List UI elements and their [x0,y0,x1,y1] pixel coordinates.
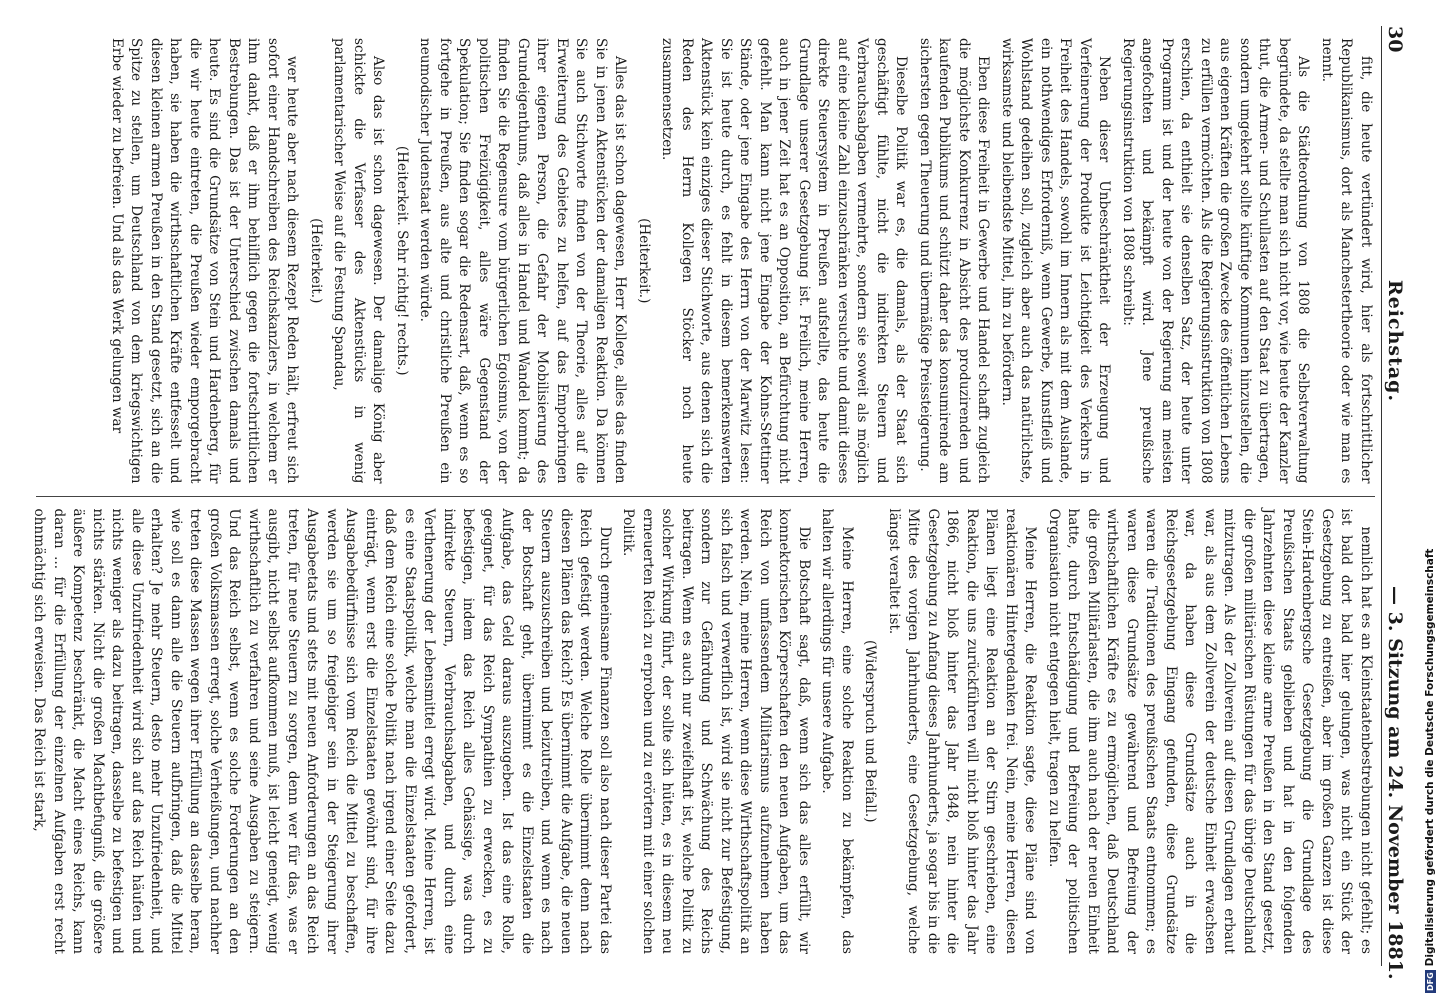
paragraph: Die Botschaft sagt, daß, wenn sich das alles erfüllt, wir konnektorischen Körperschaften den neuen Aufgaben, um das Reich von umfassendem Militarismus aufzunehmen haben werden. Nein, meine Herren, wenn diese Wirthschaftspolitik an sich falsch und verwerflich ist, wird sie nicht zur Befestigung, sondern zur Gefährdung und Schwächung des Reichs beitragen. Wenn es auch nur zweifelhaft ist, welche Politik zu solcher Wirkung führt, der sollte sich hüten, es in diesem neu erneuerten Reich zu erproben und zu erörtern mit einer solchen Politik. [620,508,812,954]
text-columns [31,26,1375,966]
paragraph: nemlich hat es an Kleinstaatenbestrebungen nicht gefehlt; es ist bald dort bald hier gelungen, was nicht ein Stück der Gesetzgebung zu entreißen, aber im großen Ganzen ist diese Stein-Hardenbergsche Gesetzgebung die Grundlage des Preußischen Staats geblieben und hat in den folgenden Jahrzehnten diese kleine arme Preußen in den Stand gesetzt, die großen militärischen Rüstungen für das übrige Deutschland mitzutragen. Als der Zollverein auf diesen Grundlagen erbaut war, als aus dem Zollverein der deutsche Einheit erwachsen war, da haben diese Grundsätze auch in die Reichsgesetzgebung Eingang gefunden, diese Grundsätze waren die Traditionen des preußischen Staats entnommen; es waren diese Grundsätze gewährend und Befreiung der wirthschaftlichen Kräfte es zu ermöglichen, daß Deutschland die großen Militärlasten, die ihm auch nach der neuen Einheit hatte, durch Entschädigung und Befreiung der politischen Organisation nicht entgegen hielt, tragen zu helfen. [1046,508,1374,954]
paragraph: Als die Städteordnung von 1808 die Selbstverwaltung begründete, da stellte man sich nicht vor, wie heute der Kanzler thut, die Armen- und Schullasten auf den Staat zu übertragen, sondern umgekehrt sollte künftige Kommunen hinzustellen, die aus eigenen Kräften die großen Zwecke des öffentlichen Lebens zu erfüllen vermöchten. Als die Regierungsinstruktion von 1808 erschien, da enthielt sie denselben Satz, der heute unter Programm ist und der heute von der Regierung am meisten angefochten und bekämpft wird. Jene preußische Regierungsinstruktion von 1808 schreibt: [1120,38,1312,484]
paragraph: (Heiterkeit. Sehr richtig! rechts.) [394,145,410,376]
paragraph: Eben diese Freiheit in Gewerbe und Handel schafft zugleich die möglichste Konkurrenz in Absicht des produzirenden und kaufenden Publikums und schützt daher das konsumirende am sichersten gegen Theuerung und übermäßige Preissteigerung. [917,38,992,484]
paragraph: Dieselbe Politik war es, die damals, als der Staat sich geschäftigt fühlte, nicht die indirekten Steuern und Verbrauchsabgaben vermehrte, sondern sie soweit als möglich auf eine kleine Zahl einzuschränken versuchte und damit dieses direkte Steuersystem in Preußen aufstellte, das heute die Grundlage unserer Gesetzgebung ist. Freilich, meine Herren, auch in jener Zeit hat es an Opposition, an Befürchtung nicht gefehlt. Man kann nicht jene Eingabe der Kohns-Stettiner Stände, oder jene Eingabe des Herrn von der Marwitz lesen: Sie ist heute durch, es fehlt in diesem bemerkenswerten Aktenstück kein einziges dieser Stichworte, aus denen sich die Reden des Herrn Kollegen Stöcker noch heute zusammensetzen. [659,38,910,484]
paragraph: (Widerspruch und Beifall.) [862,639,879,823]
digitization-credit [1422,0,1436,1000]
right-column [31,497,1375,967]
page-header [1381,26,1406,980]
paragraph: fitt, die heute vertündert wird, hier als fortschrittlicher Republikanismus, dort als Manchestertheorie oder wie man es nennt. [1319,38,1374,484]
session-date: — 3. Sitzung am 24. November 1881. [1384,586,1406,980]
left-column [36,26,1375,497]
paragraph: (Heiterkeit.) [636,218,652,304]
page-title: Reichstag. [1384,279,1406,403]
paragraph: Durch gemeinsame Finanzen soll also nach dieser Partei das Reich gefestigt werden. Welche Rolle übernimmt denn nach diesen Plänen das Reich? Es übernimmt die Aufgabe, die neuen Steuern auszuschreiben und beizutreiben, und wenn es nach der Botschaft geht, übernimmt es die Einzelstaaten die Aufgabe, das Geld daraus auszugeben. Ist das eine Rolle, geeignet, für das Reich Sympathien zu erwecken, es zu befestigen, indem das Reich alles Gehässige, was durch indirekte Steuern, Verbrauchsabgaben, und durch eine Verthenerung der Lebensmittel erregt wird. Meine Herren, ist es eine Staatspolitik, welche man die Einzelstaaten gefordert, daß dem Reich eine solche Politik nach irgend einer Seite dazu einträgt, wenn erst die Einzelstaaten gewöhnt sind, für ihre Ausgabebedürfnisse sich vom Reich die Mittel zu beschaffen, werden sie um so freigebiger sein in der Steigerung ihrer Ausgabeetats und stets mit neuen Anforderungen an das Reich treten, für neue Steuern zu sorgen, denn wer für das, was er ausgibt, nicht selbst aufkommen muß, ist leicht geneigt, wenig wirthschaftlich zu verfahren und seine Ausgaben zu steigern. Und das Reich selbst, wenn es solche Forderungen an den großen Volksmassen erregt, solche Verheißungen, und nachher treten diese Massen wegen ihrer Erfüllung an dasselbe heran, wie soll es dann alle die Steuern aufbringen, daß die Mittel erhalten? Je mehr Steuern, desto mehr Unzufriedenheit, und alle diese Unzufriedenheit wird sich auf das Reich häufen und nichts weniger als dazu beitragen, dasselbe zu befestigen und nichts stärken. Nicht die großen Machtbefugniß, die größere äußere Kompetenz beschränkt, die Macht eines Reichs, kann daran ... für die Erfüllung der einzelnen Aufgaben erst recht ohnmächtig sich erweisen. Das Reich ist stark, [31,508,613,954]
credit-text: Digitalisierung gefördert durch die Deutsche Forschungsgemeinschaft [1424,548,1436,967]
newspaper-sheet [17,8,1412,988]
paragraph: Meine Herren, eine solche Reaktion zu bekämpfen, das halten wir allerdings für unsere Aufgabe. [819,508,855,954]
paragraph: (Heiterkeit.) [308,218,324,304]
paragraph: Also das ist schon dagewesen. Der damalige König aber schickte die Verfasser des Aktenstücks in wenig parlamentarischer Weise auf die Festung Spandau, [331,38,387,484]
paragraph: wer heute aber nach diesem Rezept Reden hält, erfreut sich sofort einer Handschreiben des Reichskanzlers, in welchem er ihm dankt, daß er ihm behilflich gegen die fortschrittlichen Bestrebungen. Das ist der Unterschied zwischen damals und heute. Es sind die Grundsätze von Stein und Hardenberg, für die wir heute eintreten, die Preußen wieder emporgebracht haben, sie haben die wirthschaftlichen Kräfte entfesselt und diesen kleinen armen Preußen in den Stand gesetzt, sich an die Spitze zu stellen, um Deutschland von dem kriegswichtigen Erbe wieder zu befreien. Und als das Werk gelungen war [109,38,301,484]
dfg-logo: DFG [1425,972,1435,991]
paragraph: Alles das ist schon dagewesen, Herr Kollege, alles das finden Sie in jenen Aktenstücken der damaligen Reaktion. Da können Sie auch Stichworte finden von der Theorie, alles auf die Erweiterung des Gebietes zu helfen, auf das Emporbringen ihrer eigenen Person, die Gefahr der Mobilisierung des Grundeigenthums, daß alles in Handel und Wandel kommt; da finden Sie die Regensure vom bürgerlichen Egoismus, von der politischen Freizügigkeit, alles wäre Gegenstand der Spekulation; Sie finden sogar die Redensart, daß, wenn es so fortgehe in Preußen, aus alte und christliche Preußen ein neumodischer Judenstaat werden würde. [417,38,629,484]
page-number: 30 [1384,26,1406,53]
paragraph: Neben dieser Unbeschränktheit der Erzeugung und Verfeinerung der Produkte ist Leichtigkeit des Verkehrs in Freiheit des Handels, sowohl im Innern als mit dem Auslande, ein nothwendiges Erforderniß, wenn Gewerbe, Kunstfleiß und Wohlstand gedeihen soll, zugleich aber auch das natürlichste, wirksamste und bleibendste Mittel, ihn zu befördern. [999,38,1113,484]
paragraph: Meine Herren, die Reaktion sagte, diese Pläne sind von reaktionären Hintergedanken frei. Nein, meine Herren, diesen Plänen liegt eine Reaktion an der Stirn geschrieben, eine Reaktion, die uns zurückführen will nicht bloß hinter das Jahr 1866, nicht bloß hinter das Jahr 1848, nein hinter die Gesetzgebung zu Anfang dieses Jahrhunderts, ja sogar bis in die Mitte des vorigen Jahrhunderts, eine Gesetzgebung, welche längst veraltet ist. [886,508,1039,954]
